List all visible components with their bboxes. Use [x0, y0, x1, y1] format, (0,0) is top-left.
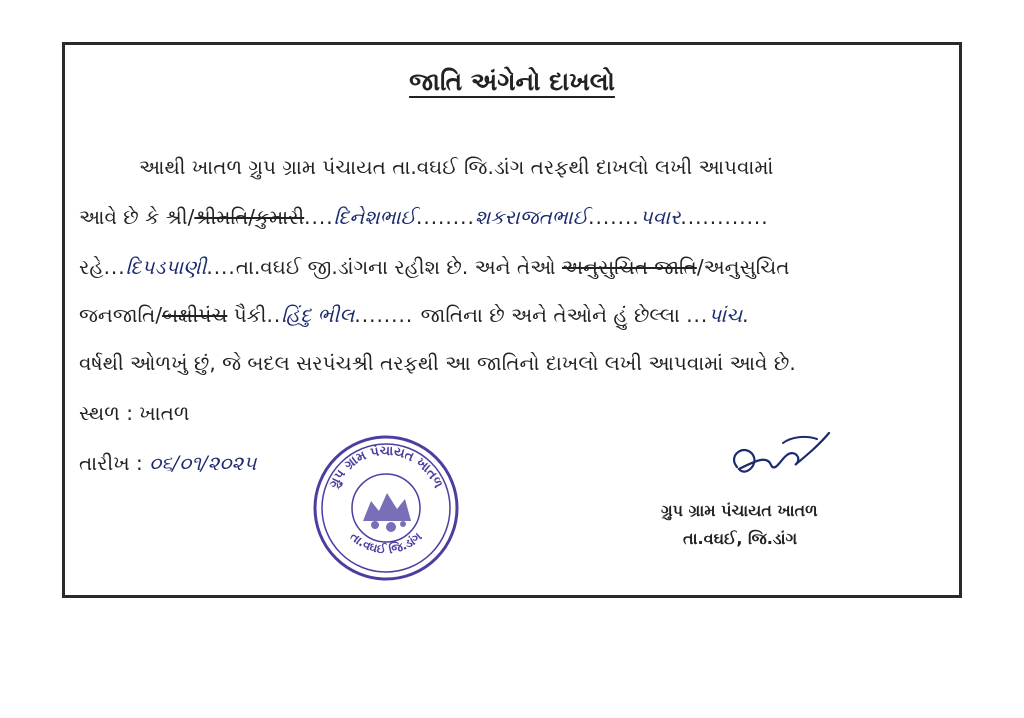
- panchayat-seal-stamp: [311, 433, 461, 583]
- struck-category-option: બક્ષીપંચ: [162, 303, 228, 327]
- handwritten-village: દિપડપાણી: [125, 255, 207, 279]
- body-line-5: વર્ષથી ઓળખું છું, જે બદલ સરપંચશ્રી તરફથી આ જાતિનો દાખલો લખી આપવામાં આવે છે.: [79, 351, 796, 375]
- handwritten-father-name: શકરાજતભાઈ: [474, 205, 589, 229]
- struck-caste-option: અનુસુચિત જાતિ: [561, 255, 697, 279]
- handwritten-caste: હિંદુ ભીલ: [281, 303, 355, 327]
- signer-role-line-2: તા.વઘઈ, જિ.ડાંગ: [683, 529, 798, 548]
- signer-role-line-1: ગ્રુપ ગ્રામ પંચાયત ખાતળ: [661, 501, 818, 520]
- certificate-title: જાતિ અંગેનો દાખલો: [409, 67, 615, 96]
- body-line-1: આથી ખાતળ ગ્રુપ ગ્રામ પંચાયત તા.વઘઈ જિ.ડાંગ તરફથી દાખલો લખી આપવામાં: [139, 155, 774, 179]
- handwritten-surname: પવાર: [639, 205, 681, 229]
- body-line-3: રહે...દિપડપાણી....તા.વઘઈ જી.ડાંગના રહીશ છે. અને તેઓ અનુસુચિત જાતિ/અનુસુચિત: [79, 255, 790, 279]
- svg-text:તા.વઘઈ જિ.ડાંગ: [347, 529, 424, 556]
- seal-text-bottom: તા.વઘઈ જિ.ડાંગ: [347, 529, 425, 557]
- handwritten-years: પાંચ: [708, 303, 743, 327]
- body-line-2: આવે છે કે શ્રી/શ્રીમતિ/કુમારી....દિનેશભાઈ........શકરાજતભાઈ.......પવાર............: [79, 205, 769, 229]
- handwritten-name: દિનેશભાઈ: [333, 205, 416, 229]
- certificate-frame: [62, 42, 962, 598]
- seal-text-top: ગ્રુપ ગ્રામ પંચાયત ખાતળ: [326, 443, 446, 491]
- handwritten-date: ૦૬/૦૧/૨૦૨૫: [149, 451, 257, 475]
- sarpanch-signature: [725, 425, 835, 485]
- date-line: તારીખ : ૦૬/૦૧/૨૦૨૫: [79, 451, 257, 475]
- place-line: સ્થળ : ખાતળ: [79, 401, 190, 425]
- struck-title-options: શ્રીમતિ/કુમારી: [194, 205, 305, 229]
- body-line-4: જનજાતિ/બક્ષીપંચ પૈકી..હિંદુ ભીલ........ જાતિના છે અને તેઓને હું છેલ્લા ...પાંચ.: [79, 303, 750, 327]
